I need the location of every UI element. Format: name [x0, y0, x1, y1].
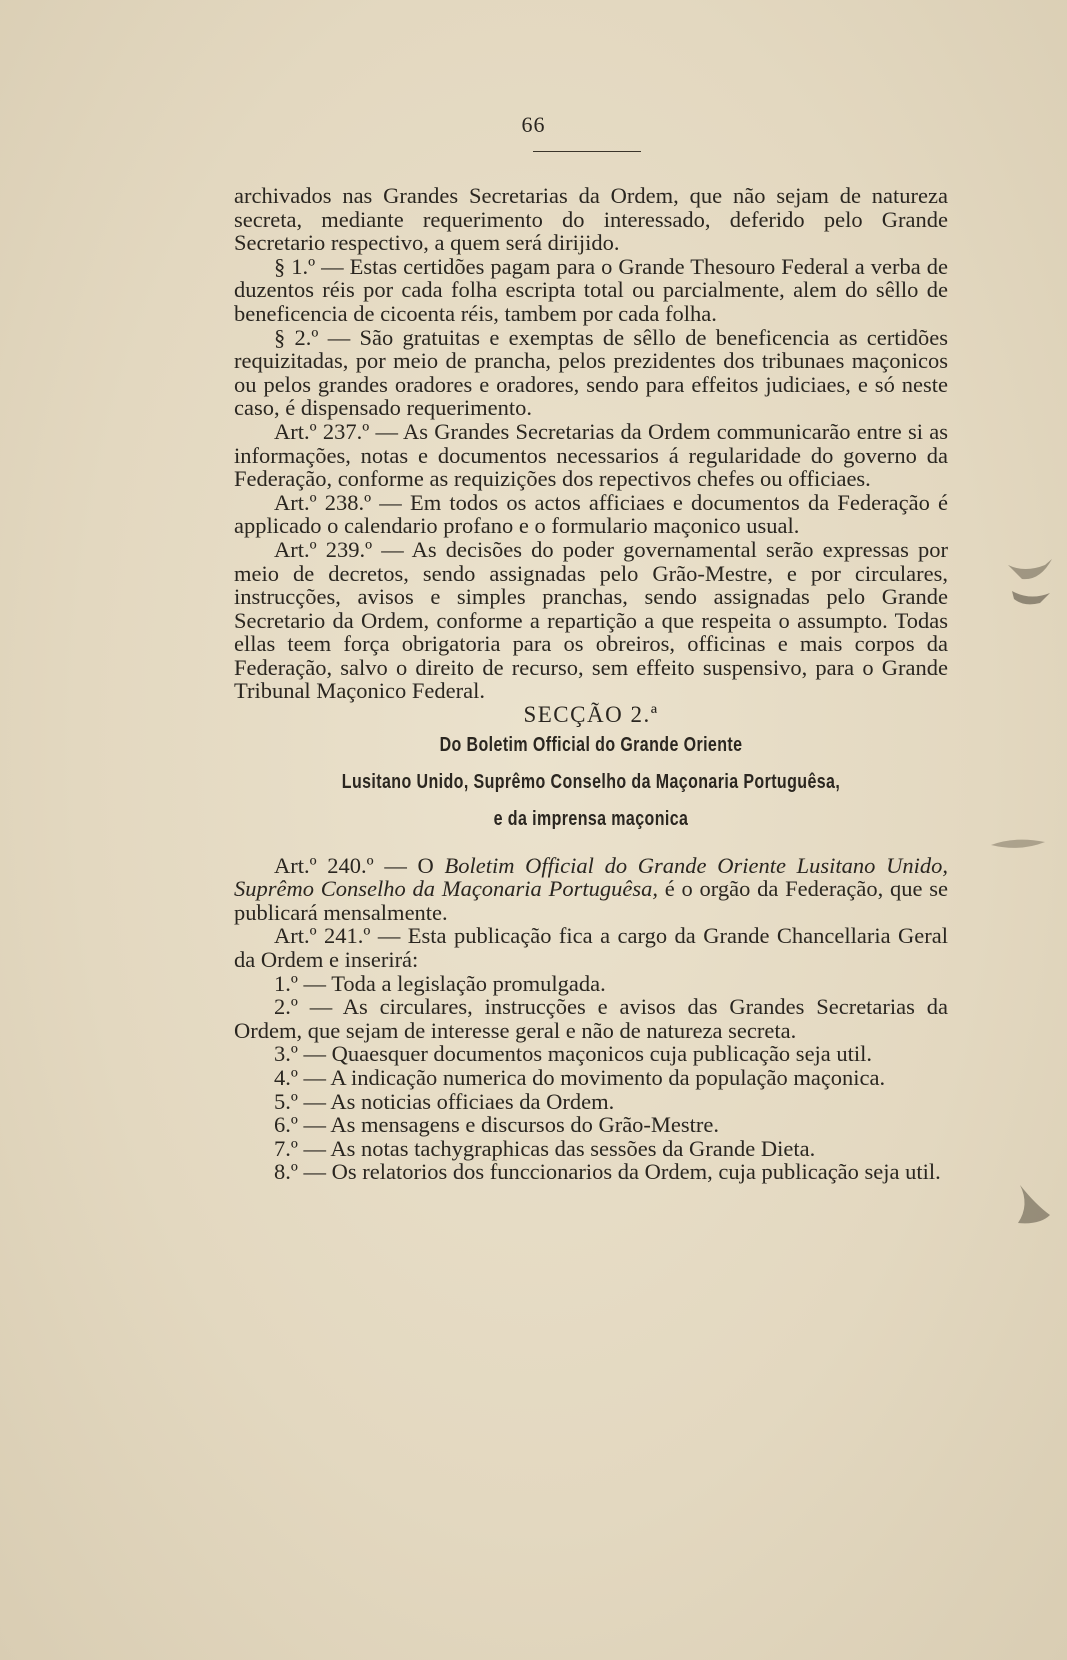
ink-smudge-mark: [1000, 1165, 1060, 1235]
section-title-line-1: Do Boletim Official do Grande Oriente: [439, 733, 743, 756]
list-item-4: 4.º — A indicação numerica do movimento da população maçonica.: [274, 1065, 886, 1090]
paragraph-art-241: Art.º 241.º — Esta publicação fica a cargo da Grande Chancellaria Geral da Ordem e inserirá:: [234, 923, 948, 973]
ink-smudge-mark: [985, 830, 1055, 860]
section-heading: SECÇÃO 2.ª: [523, 702, 659, 728]
body-text: [234, 184, 948, 1184]
paragraph-para-2: § 2.º — São gratuitas e exemptas de sêllo de beneficencia as certidões requizitadas, por meio de prancha, pelos prezidentes dos tribunaes maçonicos ou pelos grandes oradores e oradores, sendo para effeitos judiciaes, e só neste caso, é dispensado requerimento.: [234, 324, 948, 421]
list-item-7: 7.º — As notas tachygraphicas das sessões da Grande Dieta.: [274, 1135, 816, 1161]
paragraph-continuation: archivados nas Grandes Secretarias da Ordem, que não sejam de natureza secreta, mediante requerimento do interessado, deferido pelo Grande Secretario respectivo, a quem será dirijido.: [234, 183, 948, 256]
list-item-2: 2.º — As circulares, instrucções e avisos das Grandes Secretarias da Ordem, que sejam de interesse geral e não de natureza secreta.: [234, 994, 948, 1043]
section-spacer: [234, 838, 948, 854]
section-title-line-2: Lusitano Unido, Suprêmo Conselho da Maçonaria Portuguêsa,: [341, 770, 841, 793]
list-item-8: 8.º — Os relatorios dos funccionarios da Ordem, cuja publicação seja util.: [274, 1159, 941, 1185]
art-240-publication-title: Boletim Official do Grande Oriente Lusitano Unido, Suprêmo Conselho da Maçonaria Portuguêsa,: [234, 852, 948, 902]
header-rule: [533, 151, 641, 152]
list-item-3: 3.º — Quaesquer documentos maçonicos cuja publicação seja util.: [274, 1041, 873, 1067]
paragraph-art-237: Art.º 237.º — As Grandes Secretarias da Ordem communicarão entre si as informações, notas e documentos necessarios á regularidade do governo da Federação, conforme as requizições dos repectivos chefes ou officiaes.: [234, 418, 948, 492]
page-number: 66: [521, 112, 546, 137]
ink-smudge-mark: [1000, 545, 1060, 615]
paragraph-art-238: Art.º 238.º — Em todos os actos afficiaes e documentos da Federação é applicado o calendario profano e o formulario maçonico usual.: [234, 489, 948, 539]
art-240-suffix: é o orgão da Federação, que se publicará mensalmente.: [234, 876, 948, 925]
paragraph-para-1: § 1.º — Estas certidões pagam para o Grande Thesouro Federal a verba de duzentos réis por cada folha escripta total ou parcialmente, alem do sêllo de beneficencia de cicoenta réis, tambem por cada folha.: [234, 253, 948, 326]
section-title-line-3: e da imprensa maçonica: [493, 807, 689, 830]
paragraph-art-239: Art.º 239.º — As decisões do poder governamental serão expressas por meio de decretos, sendo assignadas pelo Grão-Mestre, e por circulares, instrucções, avisos e simples pranchas, sendo assignadas pelo Grande Secretario da Ordem, conforme a repartição a que respeita o assumpto. Todas ellas teem força obrigatoria para os obreiros, officinas e mais corpos da Federação, salvo o direito de recurso, sem effeito suspensivo, para o Grande Tribunal Maçonico Federal.: [234, 536, 948, 704]
art-240-prefix: Art.º 240.º — O: [274, 852, 445, 878]
list-item-5: 5.º — As noticias officiaes da Ordem.: [274, 1088, 615, 1114]
list-item-6: 6.º — As mensagens e discursos do Grão-Mestre.: [274, 1112, 720, 1138]
list-item-1: 1.º — Toda a legislação promulgada.: [274, 970, 606, 996]
paragraph-art-240: [234, 854, 948, 925]
